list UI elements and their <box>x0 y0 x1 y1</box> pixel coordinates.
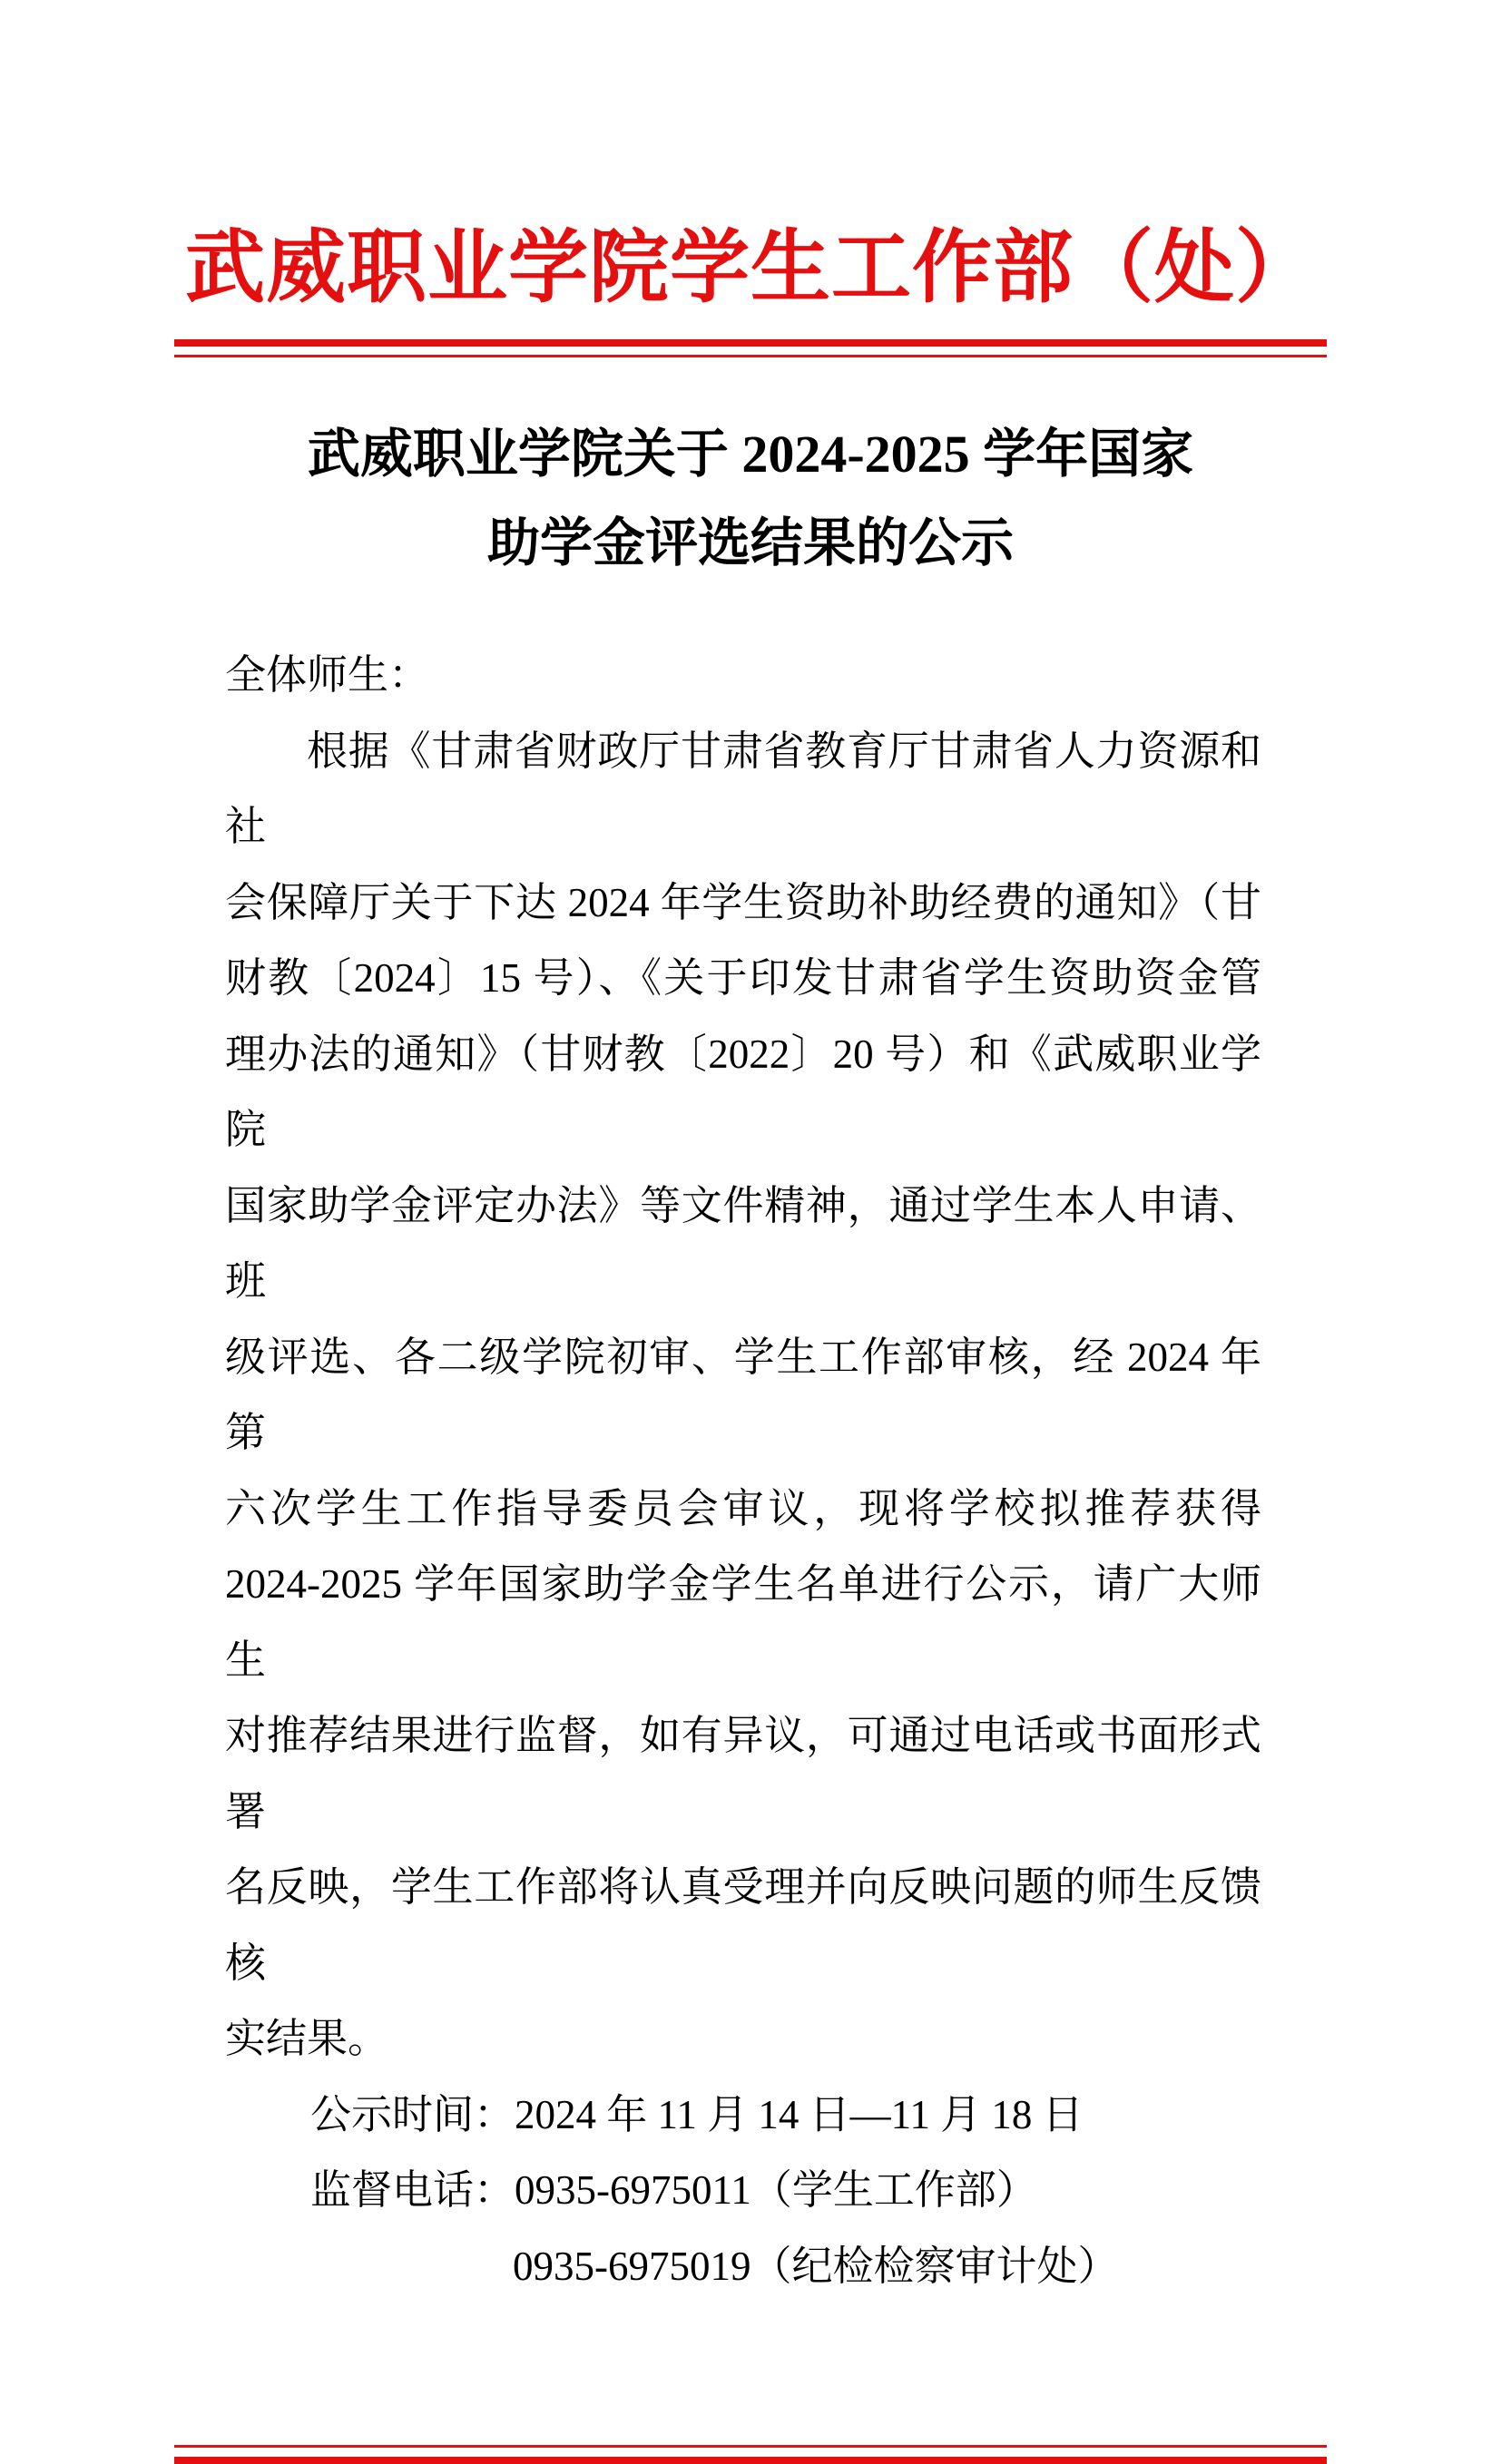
document-page <box>0 220 1501 2342</box>
body-text <box>225 638 1261 2304</box>
notice-time-line <box>310 2078 1261 2154</box>
notice-phone-line-2 <box>513 2229 1261 2305</box>
body-line: 对推荐结果进行监督，如有异议，可通过电话或书面形式署 <box>225 1713 1261 1834</box>
letterhead-rule-thick <box>174 339 1327 347</box>
letterhead-rule-thin <box>174 355 1327 357</box>
notice-time-label: 公示时间： <box>310 2091 515 2137</box>
notice-phone-label: 监督电话： <box>310 2167 515 2213</box>
letterhead-rule <box>174 339 1327 357</box>
body-line: 级评选、各二级学院初审、学生工作部审核，经 2024 年第 <box>225 1334 1261 1455</box>
body-line: 六次学生工作指导委员会审议，现将学校拟推荐获得 <box>225 1485 1261 1531</box>
body-line: 根据《甘肃省财政厅甘肃省教育厅甘肃省人力资源和社 <box>225 728 1261 849</box>
body-line: 理办法的通知》（甘财教〔2022〕20 号）和《武威职业学院 <box>225 1031 1261 1152</box>
footer-rule-thick <box>174 2457 1327 2464</box>
body-line: 财教〔2024〕15 号）、《关于印发甘肃省学生资助资金管 <box>225 955 1261 1001</box>
body-line: 名反映，学生工作部将认真受理并向反映问题的师生反馈核 <box>225 1864 1261 1986</box>
document-title-line1: 武威职业学院关于 2024-2025 学年国家 <box>307 425 1194 484</box>
footer-rule-gap <box>174 2448 1327 2457</box>
notice-phone-2: 0935-6975019（纪检检察审计处） <box>513 2243 1119 2289</box>
body-line: 国家助学金评定办法》等文件精神，通过学生本人申请、班 <box>225 1182 1261 1304</box>
notice-phone-1: 0935-6975011（学生工作部） <box>515 2167 1037 2213</box>
document-title <box>0 410 1501 588</box>
notice-time-value: 2024 年 11 月 14 日—11 月 18 日 <box>515 2091 1084 2137</box>
document-title-line2: 助学金评选结果的公示 <box>486 513 1014 572</box>
body-line: 2024-2025 学年国家助学金学生名单进行公示，请广大师生 <box>225 1561 1261 1683</box>
body-line: 会保障厅关于下达 2024 年学生资助补助经费的通知》（甘 <box>225 879 1261 925</box>
notice-phone-line <box>310 2153 1261 2229</box>
letterhead-title: 武威职业学院学生工作部（处） <box>184 225 1316 313</box>
salutation-line: 全体师生： <box>225 652 430 698</box>
letterhead-rule-gap <box>174 347 1327 355</box>
body-line: 实结果。 <box>225 2016 389 2061</box>
footer-rule <box>174 2445 1327 2464</box>
